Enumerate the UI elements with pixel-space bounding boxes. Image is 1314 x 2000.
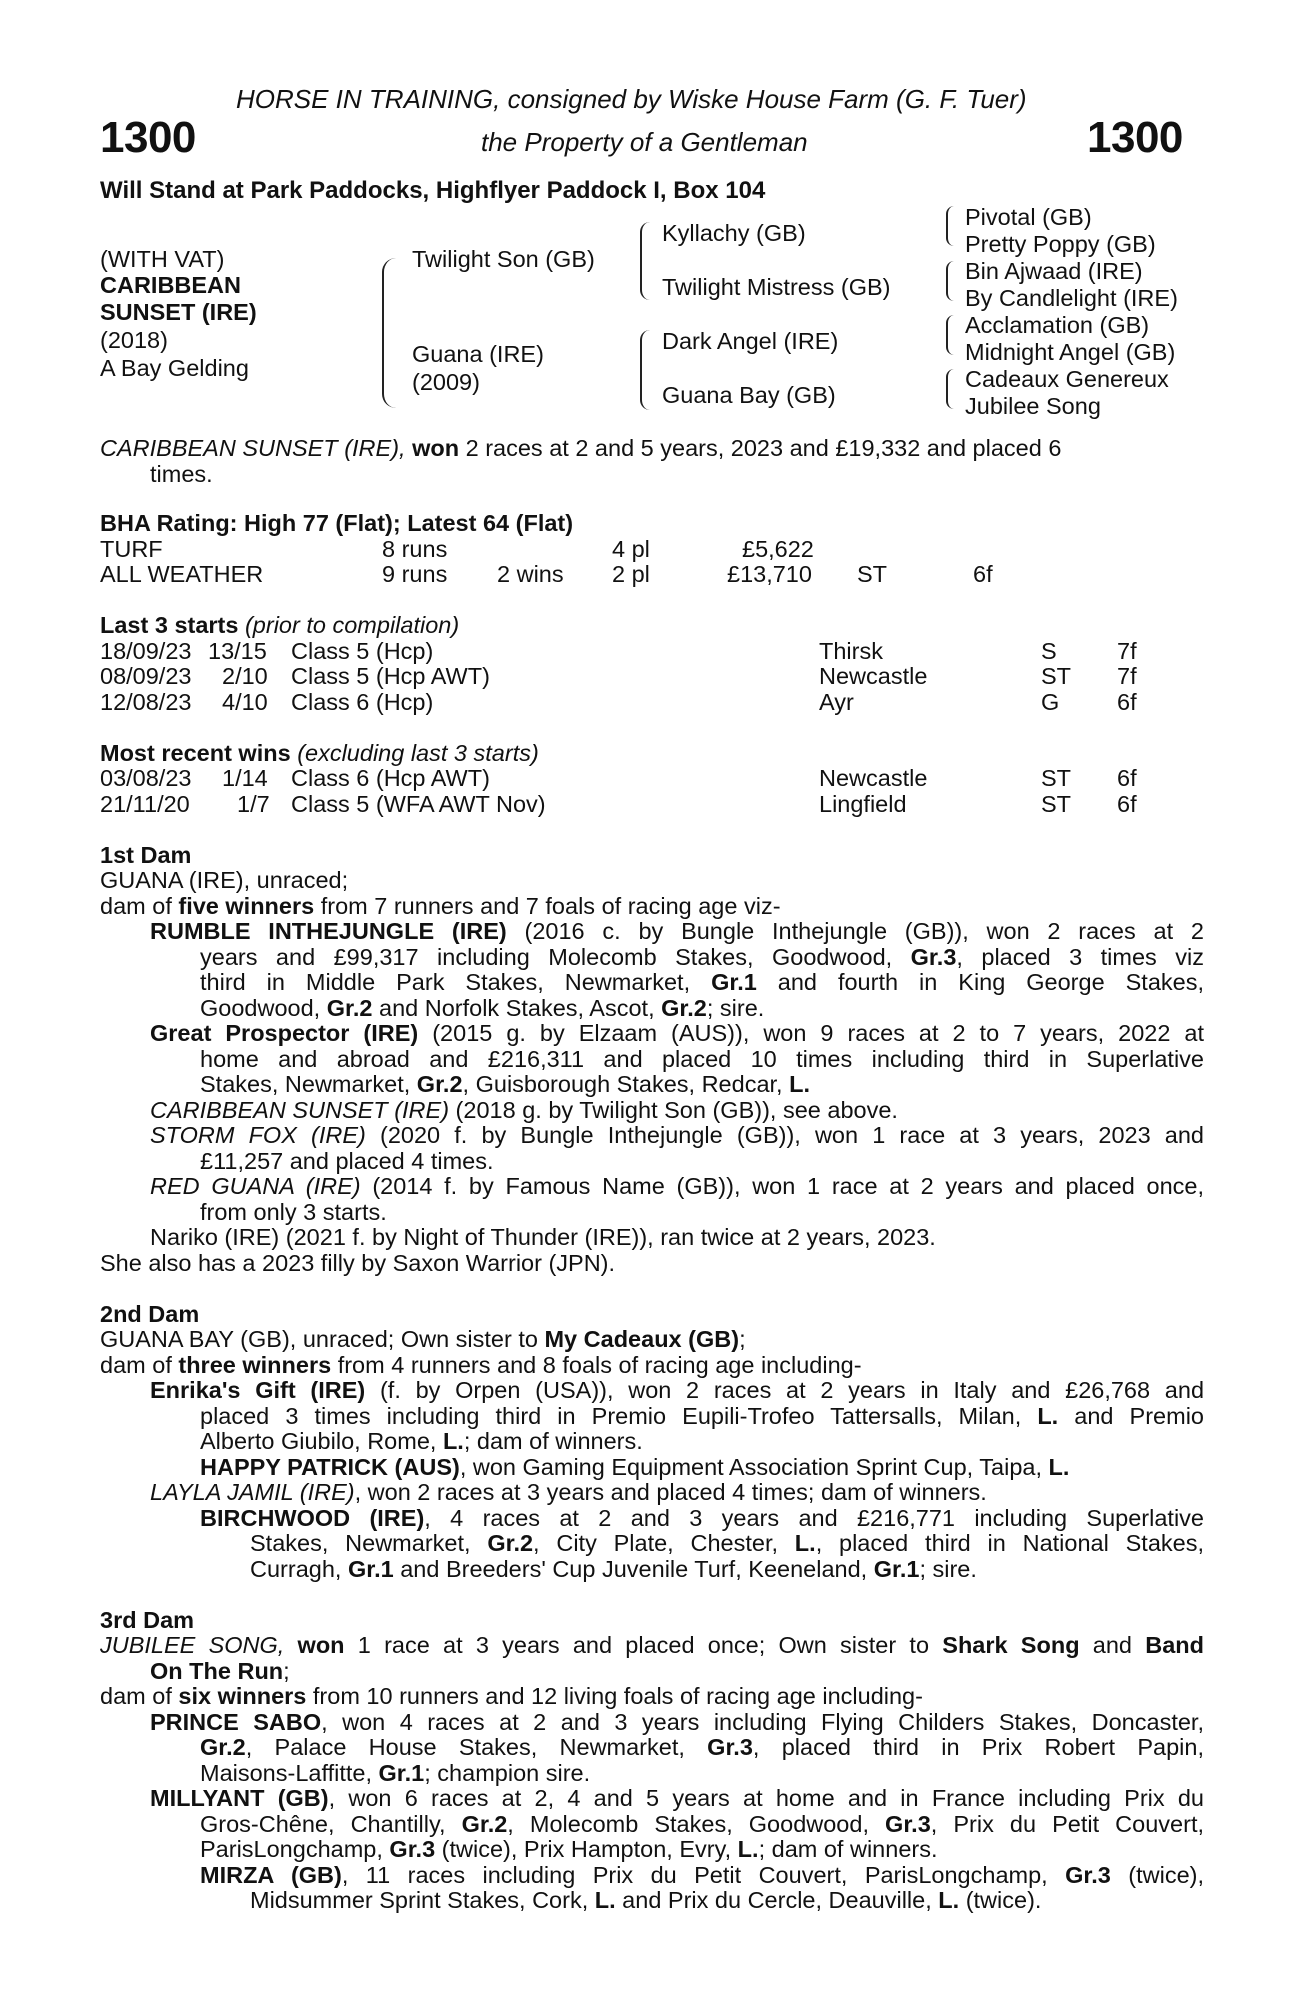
birch-b3: , City Plate, Chester, bbox=[533, 1530, 795, 1556]
dam: Guana (IRE) bbox=[412, 341, 544, 367]
birch-c2: Gr.1 bbox=[347, 1556, 394, 1582]
dam3-line2 bbox=[100, 1685, 923, 1709]
birch-c1: Curragh, bbox=[250, 1556, 348, 1582]
birch-b4: L. bbox=[794, 1530, 816, 1556]
rating-turf-prize: £5,622 bbox=[742, 536, 814, 562]
milly-name: MILLYANT (GB) bbox=[150, 1785, 329, 1811]
wins-row-2-dist: 6f bbox=[1117, 791, 1137, 817]
dam1-line1: GUANA (IRE), unraced; bbox=[100, 867, 349, 893]
pedigree-g5: Acclamation (GB) bbox=[965, 312, 1150, 338]
carib-name: CARIBBEAN SUNSET (IRE) bbox=[150, 1097, 450, 1123]
wins-note: (excluding last 3 starts) bbox=[297, 740, 539, 766]
birch-line1 bbox=[200, 1507, 1204, 1531]
milly-b1: Gros-Chêne, Chantilly, bbox=[200, 1811, 462, 1837]
great-line2: home and abroad and £216,311 and placed 10 times including third in Superlative bbox=[200, 1046, 1204, 1072]
wins-heading bbox=[100, 742, 539, 766]
vat-note: (WITH VAT) bbox=[100, 246, 225, 272]
dam3-line1 bbox=[100, 1634, 1204, 1658]
carib-rest: (2018 g. by Twilight Son (GB)), see above. bbox=[449, 1097, 898, 1123]
mirza-name: MIRZA (GB) bbox=[200, 1862, 342, 1888]
milly-line1 bbox=[150, 1787, 1204, 1811]
bha-rating: BHA Rating: High 77 (Flat); Latest 64 (Flat) bbox=[100, 510, 574, 536]
enrika-a: (f. by Orpen (USA)), won 2 races at 2 years in Italy and £26,768 and bbox=[365, 1377, 1205, 1403]
great-c2: Gr.2 bbox=[416, 1071, 463, 1097]
rating-aw-placed: 2 pl bbox=[612, 561, 650, 587]
lot-number-left: 1300 bbox=[100, 113, 196, 162]
great-line1 bbox=[150, 1022, 1204, 1046]
dam3-line1b bbox=[150, 1660, 290, 1684]
storm-line2: £11,257 and placed 4 times. bbox=[200, 1148, 494, 1174]
storm-name: STORM FOX (IRE) bbox=[150, 1122, 366, 1148]
horse-description: A Bay Gelding bbox=[100, 355, 249, 381]
rumble-b3: , placed 3 times viz bbox=[956, 944, 1204, 970]
dam2-heading: 2nd Dam bbox=[100, 1301, 200, 1327]
milly-a: , won 6 races at 2, 4 and 5 years at home and in France including Prix du bbox=[328, 1785, 1204, 1811]
prince-b3: Gr.3 bbox=[707, 1734, 753, 1760]
pedigree-g6: Midnight Angel (GB) bbox=[965, 339, 1176, 365]
last3-row-3-going: G bbox=[1041, 689, 1060, 715]
last3-row-2-course: Newcastle bbox=[819, 663, 928, 689]
dam2-l1a: GUANA BAY (GB), unraced; Own sister to bbox=[100, 1326, 545, 1352]
wins-row-1-dist: 6f bbox=[1117, 765, 1137, 791]
rating-aw-surface: ALL WEATHER bbox=[100, 561, 264, 587]
pedigree-g3: Bin Ajwaad (IRE) bbox=[965, 258, 1143, 284]
last3-row-2-dist: 7f bbox=[1117, 663, 1137, 689]
pedigree-brace-g2 bbox=[946, 261, 956, 301]
dam-year: (2009) bbox=[412, 369, 480, 395]
rumble-a: (2016 c. by Bungle Inthejungle (GB)), won 2 races at 2 bbox=[506, 918, 1204, 944]
last3-row-1-race: Class 5 (Hcp) bbox=[291, 638, 434, 664]
prince-line2 bbox=[200, 1736, 1204, 1760]
wins-title: Most recent wins bbox=[100, 740, 291, 766]
dam3-winners: six winners bbox=[178, 1683, 307, 1709]
last3-row-1-date: 18/09/23 bbox=[100, 638, 192, 664]
dam1-winners: five winners bbox=[178, 893, 315, 919]
wins-row-2-race: Class 5 (WFA AWT Nov) bbox=[291, 791, 546, 817]
happy-name: HAPPY PATRICK (AUS) bbox=[200, 1454, 460, 1480]
dam2-l2c: from 4 runners and 8 foals of racing age including- bbox=[331, 1352, 862, 1378]
birch-line2 bbox=[250, 1532, 1204, 1556]
wins-row-1-race: Class 6 (Hcp AWT) bbox=[291, 765, 490, 791]
birch-a: , 4 races at 2 and 3 years and £216,771 including Superlative bbox=[424, 1505, 1204, 1531]
enrika-c2: L. bbox=[442, 1428, 464, 1454]
dam1-line2-a: dam of bbox=[100, 893, 179, 919]
prince-b1: Gr.2 bbox=[200, 1734, 246, 1760]
consignor-line: HORSE IN TRAINING, consigned by Wiske House Farm (G. F. Tuer) bbox=[236, 84, 1027, 114]
dam1-heading: 1st Dam bbox=[100, 842, 192, 868]
enrika-line3 bbox=[200, 1430, 643, 1454]
dam3-on-the-run: On The Run bbox=[150, 1658, 284, 1684]
prince-c3: ; champion sire. bbox=[424, 1760, 591, 1786]
prince-a: , won 4 races at 2 and 3 years including Flying Childers Stakes, Doncaster, bbox=[321, 1709, 1204, 1735]
birch-c5: ; sire. bbox=[919, 1556, 977, 1582]
milly-b5: , Prix du Petit Couvert, bbox=[930, 1811, 1204, 1837]
summary-name: CARIBBEAN SUNSET (IRE), bbox=[100, 435, 406, 461]
enrika-name: Enrika's Gift (IRE) bbox=[150, 1377, 366, 1403]
summary-won: won bbox=[412, 435, 460, 461]
birch-c4: Gr.1 bbox=[873, 1556, 920, 1582]
milly-line3 bbox=[200, 1838, 938, 1862]
enrika-c3: ; dam of winners. bbox=[463, 1428, 643, 1454]
pedigree-g1: Pivotal (GB) bbox=[965, 204, 1092, 230]
rumble-name: RUMBLE INTHEJUNGLE (IRE) bbox=[150, 918, 507, 944]
wins-row-1-pos: 1/14 bbox=[222, 765, 268, 791]
prince-line1 bbox=[150, 1711, 1204, 1735]
dam2-winners: three winners bbox=[178, 1352, 332, 1378]
last3-heading bbox=[100, 614, 459, 638]
mirza-line2 bbox=[250, 1889, 1041, 1913]
rumble-d2: Gr.2 bbox=[326, 995, 373, 1021]
red-name: RED GUANA (IRE) bbox=[150, 1173, 361, 1199]
dam3-heading: 3rd Dam bbox=[100, 1607, 195, 1633]
great-a: (2015 g. by Elzaam (AUS)), won 9 races at 2 to 7 years, 2022 at bbox=[418, 1020, 1205, 1046]
great-line3 bbox=[200, 1073, 810, 1097]
rumble-b2: Gr.3 bbox=[910, 944, 957, 970]
rating-aw-runs: 9 runs bbox=[382, 561, 448, 587]
last3-row-3-race: Class 6 (Hcp) bbox=[291, 689, 434, 715]
rumble-c2: Gr.1 bbox=[711, 969, 757, 995]
pedigree-brace-g1 bbox=[946, 206, 956, 246]
rumble-c1: third in Middle Park Stakes, Newmarket, bbox=[200, 969, 712, 995]
last3-row-1-pos: 13/15 bbox=[208, 638, 267, 664]
milly-b4: Gr.3 bbox=[885, 1811, 931, 1837]
sire: Twilight Son (GB) bbox=[412, 246, 595, 272]
mirza-b1: Midsummer Sprint Stakes, Cork, bbox=[250, 1887, 595, 1913]
enrika-c1: Alberto Giubilo, Rome, bbox=[200, 1428, 443, 1454]
rumble-line4 bbox=[200, 997, 764, 1021]
milly-b2: Gr.2 bbox=[461, 1811, 508, 1837]
milly-c2: Gr.3 bbox=[389, 1836, 436, 1862]
prince-b4: , placed third in Prix Robert Papin, bbox=[752, 1734, 1204, 1760]
birch-b1: Stakes, Newmarket, bbox=[250, 1530, 488, 1556]
rating-aw-wins: 2 wins bbox=[497, 561, 564, 587]
great-c1: Stakes, Newmarket, bbox=[200, 1071, 417, 1097]
milly-c4: L. bbox=[737, 1836, 759, 1862]
birch-line3 bbox=[250, 1558, 977, 1582]
prince-c2: Gr.1 bbox=[378, 1760, 425, 1786]
wins-row-1-course: Newcastle bbox=[819, 765, 928, 791]
rumble-b1: years and £99,317 including Molecomb Stakes, Goodwood, bbox=[200, 944, 911, 970]
rumble-d4: Gr.2 bbox=[661, 995, 707, 1021]
dam3-l1h: ; bbox=[283, 1658, 290, 1684]
birch-name: BIRCHWOOD (IRE) bbox=[200, 1505, 425, 1531]
great-c4: L. bbox=[789, 1071, 810, 1097]
dam3-won: won bbox=[297, 1632, 345, 1658]
last3-row-3-pos: 4/10 bbox=[222, 689, 268, 715]
milly-c1: ParisLongchamp, bbox=[200, 1836, 390, 1862]
rating-aw-going: ST bbox=[857, 561, 888, 587]
pedigree-brace-sire bbox=[640, 222, 652, 300]
dam3-band: Band bbox=[1145, 1632, 1204, 1658]
last3-row-2-going: ST bbox=[1041, 663, 1072, 689]
mirza-line1 bbox=[200, 1864, 1204, 1888]
wins-row-2-date: 21/11/20 bbox=[100, 791, 190, 817]
last3-note: (prior to compilation) bbox=[244, 612, 460, 638]
enrika-line1 bbox=[150, 1379, 1204, 1403]
summary-line bbox=[100, 437, 1204, 461]
birch-b5: , placed third in National Stakes, bbox=[815, 1530, 1204, 1556]
dam2-l1b: My Cadeaux (GB) bbox=[544, 1326, 740, 1352]
summary-rest: 2 races at 2 and 5 years, 2023 and £19,332 and placed 6 bbox=[465, 435, 1062, 461]
sire-dam: Twilight Mistress (GB) bbox=[662, 274, 891, 300]
birch-c3: and Breeders' Cup Juvenile Turf, Keeneland, bbox=[393, 1556, 874, 1582]
dam3-l2c: from 10 runners and 12 living foals of racing age including- bbox=[306, 1683, 923, 1709]
last3-row-2-pos: 2/10 bbox=[222, 663, 268, 689]
horse-year: (2018) bbox=[100, 327, 168, 353]
rating-aw-dist: 6f bbox=[973, 561, 993, 587]
filly-line: She also has a 2023 filly by Saxon Warrior (JPN). bbox=[100, 1250, 616, 1276]
rumble-d5: ; sire. bbox=[706, 995, 765, 1021]
prince-line3 bbox=[200, 1762, 590, 1786]
last3-row-3-dist: 6f bbox=[1117, 689, 1137, 715]
rumble-c3: and fourth in King George Stakes, bbox=[756, 969, 1204, 995]
pedigree-g8: Jubilee Song bbox=[965, 393, 1101, 419]
milly-line2 bbox=[200, 1813, 1204, 1837]
lot-number-right: 1300 bbox=[1087, 113, 1183, 162]
layla-line bbox=[150, 1481, 987, 1505]
dam3-l2a: dam of bbox=[100, 1683, 179, 1709]
dam3-l1c: 1 race at 3 years and placed once; Own sister to bbox=[344, 1632, 943, 1658]
dam3-shark: Shark Song bbox=[942, 1632, 1080, 1658]
dam3-l1a: JUBILEE SONG, bbox=[100, 1632, 298, 1658]
last3-row-1-course: Thirsk bbox=[819, 638, 883, 664]
wins-row-1-date: 03/08/23 bbox=[100, 765, 192, 791]
birch-b2: Gr.2 bbox=[487, 1530, 534, 1556]
prince-b2: , Palace House Stakes, Newmarket, bbox=[245, 1734, 708, 1760]
milly-b3: , Molecomb Stakes, Goodwood, bbox=[507, 1811, 886, 1837]
milly-c5: ; dam of winners. bbox=[758, 1836, 938, 1862]
mirza-b3: and Prix du Cercle, Deauville, bbox=[615, 1887, 939, 1913]
mirza-a3: (twice), bbox=[1110, 1862, 1204, 1888]
great-name: Great Prospector (IRE) bbox=[150, 1020, 419, 1046]
rumble-line1 bbox=[150, 920, 1204, 944]
dam2-line2 bbox=[100, 1354, 862, 1378]
great-c3: , Guisborough Stakes, Redcar, bbox=[462, 1071, 790, 1097]
dam3-l1e: and bbox=[1079, 1632, 1146, 1658]
rumble-d1: Goodwood, bbox=[200, 995, 327, 1021]
layla-name: LAYLA JAMIL (IRE) bbox=[150, 1479, 355, 1505]
enrika-b2: L. bbox=[1037, 1403, 1059, 1429]
dam2-line1 bbox=[100, 1328, 746, 1352]
rumble-line2 bbox=[200, 946, 1204, 970]
last3-row-2-race: Class 5 (Hcp AWT) bbox=[291, 663, 490, 689]
dam-dam: Guana Bay (GB) bbox=[662, 382, 836, 408]
last3-row-2-date: 08/09/23 bbox=[100, 663, 192, 689]
wins-row-1-going: ST bbox=[1041, 765, 1072, 791]
red-a: (2014 f. by Famous Name (GB)), won 1 race at 2 years and placed once, bbox=[360, 1173, 1204, 1199]
enrika-b: placed 3 times including third in Premio Eupili-Trofeo Tattersalls, Milan, bbox=[200, 1403, 1038, 1429]
sire-sire: Kyllachy (GB) bbox=[662, 220, 806, 246]
happy-rest: , won Gaming Equipment Association Sprint Cup, Taipa, bbox=[459, 1454, 1049, 1480]
horse-name-2: SUNSET (IRE) bbox=[100, 299, 257, 325]
wins-row-2-going: ST bbox=[1041, 791, 1072, 817]
last3-row-1-dist: 7f bbox=[1117, 638, 1137, 664]
last3-row-3-date: 12/08/23 bbox=[100, 689, 192, 715]
storm-a: (2020 f. by Bungle Inthejungle (GB)), won 1 race at 3 years, 2023 and bbox=[365, 1122, 1204, 1148]
wins-row-2-pos: 1/7 bbox=[237, 791, 270, 817]
rating-turf-runs: 8 runs bbox=[382, 536, 448, 562]
red-line1 bbox=[150, 1175, 1204, 1199]
property-line: the Property of a Gentleman bbox=[481, 127, 808, 157]
dam2-l1c: ; bbox=[739, 1326, 746, 1352]
last3-title: Last 3 starts bbox=[100, 612, 239, 638]
prince-c1: Maisons-Laffitte, bbox=[200, 1760, 379, 1786]
red-line2: from only 3 starts. bbox=[200, 1199, 387, 1225]
mirza-b2: L. bbox=[594, 1887, 616, 1913]
rumble-d3: and Norfolk Stakes, Ascot, bbox=[372, 995, 662, 1021]
milly-c3: (twice), Prix Hampton, Evry, bbox=[435, 1836, 738, 1862]
pedigree-brace-main bbox=[382, 258, 398, 408]
storm-line1 bbox=[150, 1124, 1204, 1148]
prince-name: PRINCE SABO bbox=[150, 1709, 322, 1735]
layla-rest: , won 2 races at 3 years and placed 4 times; dam of winners. bbox=[354, 1479, 987, 1505]
mirza-a2: Gr.3 bbox=[1065, 1862, 1111, 1888]
rumble-line3 bbox=[200, 971, 1204, 995]
wins-row-2-course: Lingfield bbox=[819, 791, 907, 817]
happy-l: L. bbox=[1048, 1454, 1070, 1480]
dam2-l2a: dam of bbox=[100, 1352, 179, 1378]
pedigree-g4: By Candlelight (IRE) bbox=[965, 285, 1178, 311]
rating-turf-placed: 4 pl bbox=[612, 536, 650, 562]
dam1-line2 bbox=[100, 895, 781, 919]
carib-line bbox=[150, 1099, 898, 1123]
mirza-b5: (twice). bbox=[959, 1887, 1042, 1913]
horse-name-1: CARIBBEAN bbox=[100, 272, 241, 298]
enrika-b3: and Premio bbox=[1058, 1403, 1204, 1429]
location-line: Will Stand at Park Paddocks, Highflyer Paddock I, Box 104 bbox=[100, 177, 766, 204]
dam1-line2-c: from 7 runners and 7 foals of racing age viz- bbox=[314, 893, 781, 919]
dam-sire: Dark Angel (IRE) bbox=[662, 328, 839, 354]
pedigree-g2: Pretty Poppy (GB) bbox=[965, 231, 1156, 257]
mirza-a1: , 11 races including Prix du Petit Couvert, ParisLongchamp, bbox=[341, 1862, 1066, 1888]
rating-aw-prize: £13,710 bbox=[727, 561, 812, 587]
last3-row-3-course: Ayr bbox=[819, 689, 854, 715]
pedigree-g7: Cadeaux Genereux bbox=[965, 366, 1169, 392]
pedigree-brace-dam bbox=[640, 330, 652, 410]
happy-line bbox=[200, 1456, 1069, 1480]
pedigree-brace-g3 bbox=[946, 315, 956, 355]
pedigree-brace-g4 bbox=[946, 369, 956, 409]
last3-row-1-going: S bbox=[1041, 638, 1057, 664]
nariko-line: Nariko (IRE) (2021 f. by Night of Thunder (IRE)), ran twice at 2 years, 2023. bbox=[150, 1224, 936, 1250]
rating-turf-surface: TURF bbox=[100, 536, 163, 562]
enrika-line2 bbox=[200, 1405, 1204, 1429]
mirza-b4: L. bbox=[938, 1887, 960, 1913]
summary-rest2: times. bbox=[150, 461, 213, 487]
